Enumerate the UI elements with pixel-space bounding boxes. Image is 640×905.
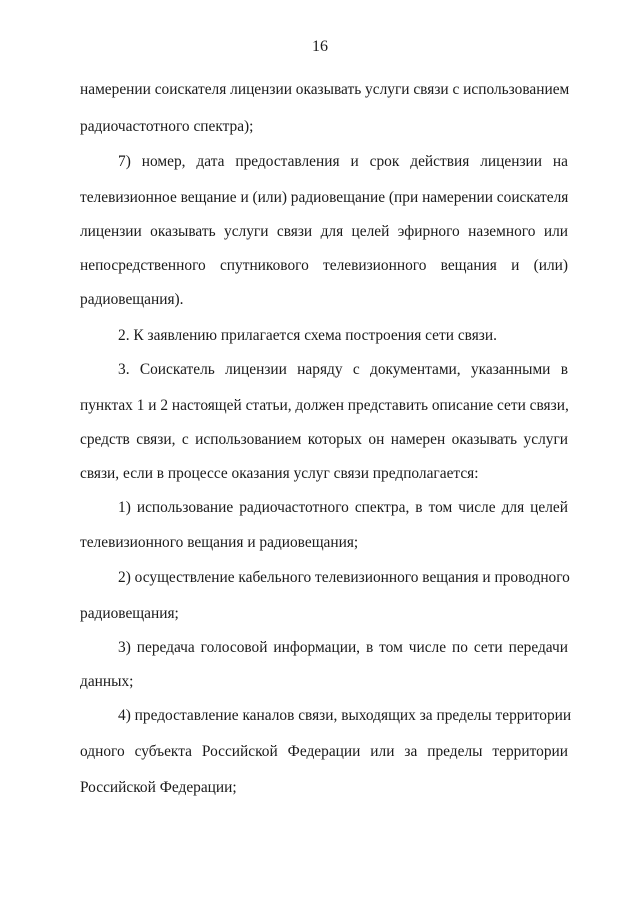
text-line: намерении соискателя лицензии оказывать услуги связи с использованием xyxy=(80,81,570,98)
text-line: телевизионного вещания и радиовещания; xyxy=(80,534,359,551)
paragraph-start-line: 2) осуществление кабельного телевизионного вещания и проводного xyxy=(118,569,570,586)
text-line: телевизионное вещание и (или) радиовещание (при намерении соискателя xyxy=(80,189,569,206)
text-line: средств связи, с использованием которых он намерен оказывать услуги xyxy=(80,431,568,448)
paragraph-start-line: 3. Соискатель лицензии наряду с документами, указанными в xyxy=(118,361,568,378)
text-line: лицензии оказывать услуги связи для целей эфирного наземного или xyxy=(80,223,568,240)
paragraph-start-line: 1) использование радиочастотного спектра, в том числе для целей xyxy=(118,499,568,516)
paragraph-start-line: 4) предоставление каналов связи, выходящих за пределы территории xyxy=(118,707,572,724)
paragraph-start-line: 3) передача голосовой информации, в том числе по сети передачи xyxy=(118,639,568,656)
text-line: радиочастотного спектра); xyxy=(80,118,254,135)
text-line: Российской Федерации; xyxy=(80,779,237,796)
text-line: одного субъекта Российской Федерации или за пределы территории xyxy=(80,743,568,760)
text-line: радиовещания; xyxy=(80,605,179,622)
text-line: данных; xyxy=(80,673,134,690)
text-line: пунктах 1 и 2 настоящей статьи, должен представить описание сети связи, xyxy=(80,397,569,414)
paragraph-start-line: 7) номер, дата предоставления и срок действия лицензии на xyxy=(118,153,568,170)
text-line: непосредственного спутникового телевизионного вещания и (или) xyxy=(80,257,568,274)
paragraph-start-line: 2. К заявлению прилагается схема построения сети связи. xyxy=(118,327,497,344)
text-line: радиовещания). xyxy=(80,291,184,308)
text-line: связи, если в процессе оказания услуг связи предполагается: xyxy=(80,465,479,482)
page-number: 16 xyxy=(312,38,328,55)
